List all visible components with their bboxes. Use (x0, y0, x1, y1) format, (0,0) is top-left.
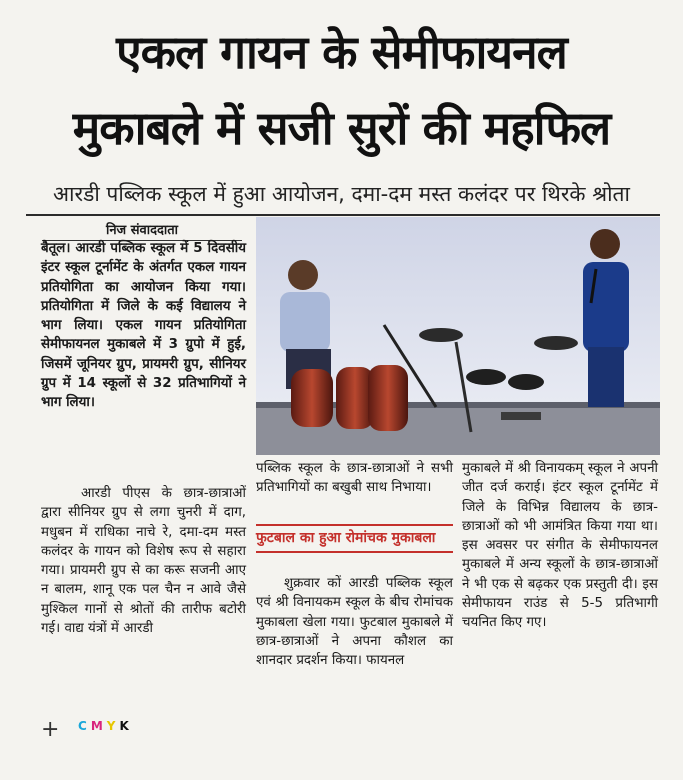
section-title: फुटबाल का हुआ रोमांचक मुकाबला (256, 530, 436, 546)
headline-line-2: मुकाबले में सजी सुरों की महफिल (72, 101, 611, 155)
section-rule-top (256, 524, 453, 526)
yellow-mark: Y (106, 719, 120, 733)
header-rule (26, 214, 660, 216)
section-rule-bottom (256, 551, 453, 553)
byline: निज संवाददाता (42, 220, 242, 241)
cyan-mark: C (78, 719, 91, 733)
article-intro: बैतूल। आरडी पब्लिक स्कूल में 5 दिवसीय इंटर स्कूल टूर्नामेंट के अंतर्गत एकल गायन प्रतियोगिता का आयोजन किया गया। प्रतियोगिता में जिले के कई विद्यालय ने भाग लिया। एकल गायन प्रतियोगिता सेमीफायनल मुकाबले में 3 ग्रुपो में हुई, जिसमें जूनियर ग्रुप, प्रायमरी ग्रुप, सीनियर ग्रुप में 14 स्कूलों से 32 प्रतिभागियों ने भाग लिया। (41, 241, 246, 411)
headline-line-1: एकल गायन के सेमीफायनल (116, 25, 567, 79)
event-photo (256, 217, 660, 455)
cmyk-color-marks (78, 719, 133, 733)
article-column-2: शुक्रवार कों आरडी पब्लिक स्कूल एवं श्री विनायकम स्कूल के बीच रोमांचक मुकाबला खेला गया। फुटबाल मुकाबले में छात्र-छात्राओं ने अपना कौशल का शानदार प्रदर्शन किया। फायनल (256, 576, 453, 669)
article-column-3: मुकाबले में श्री विनायकम् स्कूल ने अपनी जीत दर्ज कराई। इंटर स्कूल टूर्नामेंट में जिले के विभिन्न विद्यालय के छात्र-छात्राओं को भी आमंत्रित किया गया था। इस अवसर पर संगीत के सेमीफायनल मुकाबले में अन्य स्कूलों के छात्र-छात्राओं ने भी एक से बढ़कर एक प्रस्तुती दी। इस सेमीफायन राउंड से 5-5 प्रतिभागी चयनित किए गए। (462, 461, 658, 631)
black-mark: K (119, 719, 133, 733)
article-column-1: आरडी पीएस के छात्र-छात्राओं द्वारा सीनियर ग्रुप से लगा चुनरी में दाग, मधुबन में राधिका नाचे रे, दमा-दम मस्त कलंदर के गायन को विशेष रूप से सहारा गया। प्रायमरी ग्रुप से का करू सजनी आए न बालम, शानू एक पल चैन न आवे जैसे मुश्किल गानों से श्रोतों की तारीफ बटोरी गई। वाद्य यंत्रों में आरडी (41, 486, 246, 637)
crosshair-icon: + (41, 717, 60, 742)
magenta-mark: M (90, 719, 107, 733)
subheadline: आरडी पब्लिक स्कूल में हुआ आयोजन, दमा-दम मस्त कलंदर पर थिरके श्रोता (53, 182, 630, 206)
article-column-2-top: पब्लिक स्कूल के छात्र-छात्राओं ने सभी प्रतिभागियों का बखुबी साथ निभाया। (256, 461, 453, 496)
